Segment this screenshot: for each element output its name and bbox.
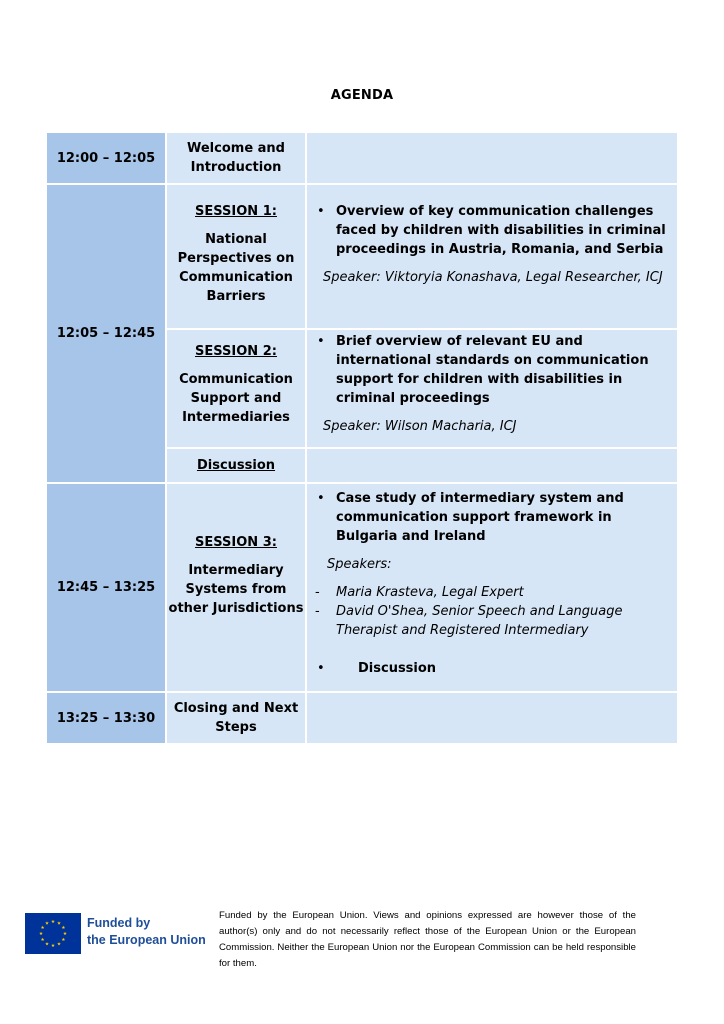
description-cell [306, 184, 678, 329]
session-title: Intermediary Systems from other Jurisdictions [168, 563, 304, 616]
list-item [307, 659, 677, 678]
discussion-label: Discussion [358, 661, 437, 676]
time-cell: 12:00 – 12:05 [46, 132, 166, 184]
speakers-label: Speakers: [327, 557, 392, 572]
list-item: - Maria Krasteva, Legal Expert [307, 583, 677, 602]
discussion-label: Discussion [196, 458, 276, 473]
bullet-list [307, 332, 677, 408]
session-label: SESSION 2: [195, 344, 277, 359]
time-cell: 12:05 – 12:45 [46, 184, 166, 483]
session-cell [166, 184, 306, 329]
session-cell [166, 448, 306, 483]
funded-by-eu-text [87, 915, 227, 949]
time-cell: 13:25 – 13:30 [46, 692, 166, 744]
list-item: • Brief overview of relevant EU and international standards on communication support for children with disabilities in criminal proceedings [307, 332, 677, 408]
list-item: • Overview of key communication challenges faced by children with disabilities in criminal proceedings in Austria, Romania, and Serbia [307, 202, 677, 259]
description-cell [306, 132, 678, 184]
list-item: • Case study of intermediary system and communication support framework in Bulgaria and Ireland [307, 489, 677, 546]
session-title: Communication Support and Intermediaries [179, 372, 293, 425]
session-title: Closing and Next Steps [166, 692, 306, 744]
session-cell [166, 329, 306, 448]
session-title: Welcome and Introduction [166, 132, 306, 184]
funded-line: Funded by [87, 916, 151, 930]
table-row [46, 692, 678, 744]
funded-line: the European Union [87, 933, 206, 947]
disclaimer-text: Funded by the European Union. Views and opinions expressed are however those of the author(s) only and do not necessarily reflect those of the European Union or the European Commission. Neither the European Union nor the European Commission can be held responsible for them. [219, 910, 636, 969]
list-item: - David O'Shea, Senior Speech and Language Therapist and Registered Intermediary [307, 602, 677, 640]
table-row [46, 184, 678, 329]
speaker-text: Speaker: Viktoryia Konashava, Legal Researcher, ICJ [323, 270, 663, 285]
speaker-text: Speaker: Wilson Macharia, ICJ [323, 419, 517, 434]
session-label: SESSION 1: [195, 204, 277, 219]
speaker-list [307, 583, 677, 640]
session-label: SESSION 3: [195, 535, 277, 550]
agenda-table [45, 131, 679, 745]
bullet-list [307, 202, 677, 259]
time-cell: 12:45 – 13:25 [46, 483, 166, 692]
table-row [46, 483, 678, 692]
table-row [46, 132, 678, 184]
description-cell [306, 329, 678, 448]
eu-flag-icon [25, 913, 81, 954]
session-title: National Perspectives on Communication Barriers [177, 232, 295, 304]
page-title: AGENDA [330, 88, 394, 103]
bullet-list [307, 659, 677, 678]
description-cell [306, 692, 678, 744]
description-cell [306, 483, 678, 692]
session-cell [166, 483, 306, 692]
description-cell [306, 448, 678, 483]
bullet-list [307, 489, 677, 546]
